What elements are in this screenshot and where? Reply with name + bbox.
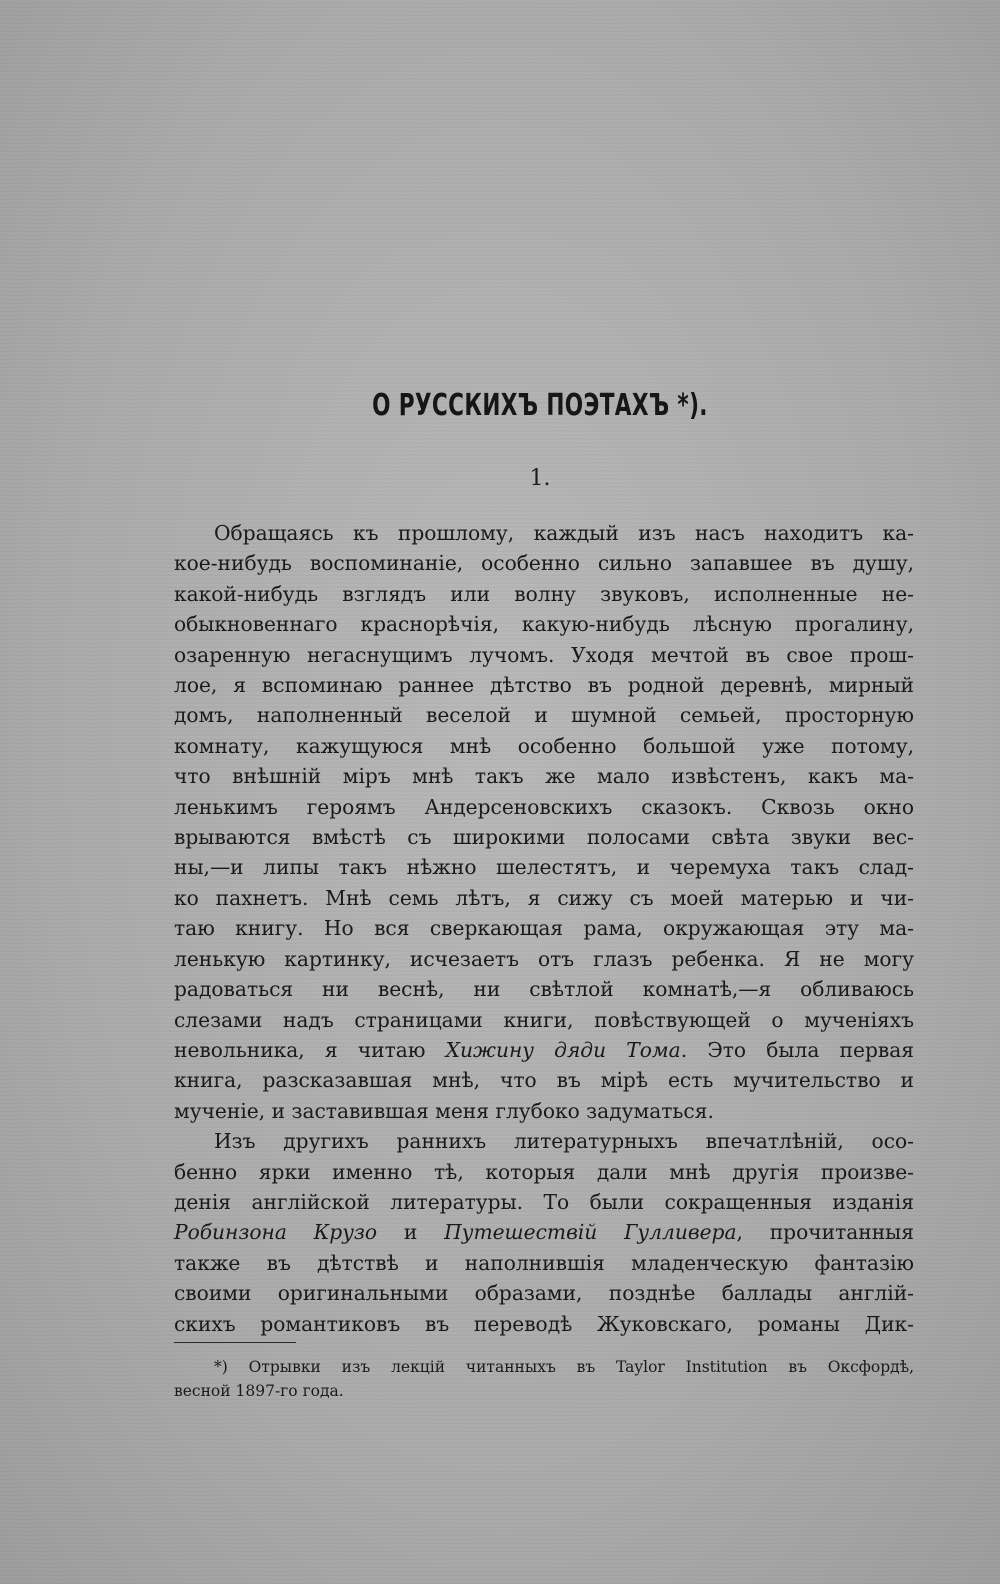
text-line	[174, 1217, 914, 1247]
text-line	[174, 852, 914, 882]
footnote-rule	[174, 1342, 296, 1343]
text-line	[174, 1065, 914, 1095]
text-line	[174, 913, 914, 943]
text-line	[174, 1157, 914, 1187]
text-fragment: ко пахнетъ. Мнѣ семь лѣтъ, я сижу съ моей матерью и чи-	[174, 885, 914, 910]
text-line	[174, 974, 914, 1004]
text-line	[174, 609, 914, 639]
text-fragment: своими оригинальными образами, позднѣе баллады англій-	[174, 1281, 914, 1306]
text-fragment: озаренную негаснущимъ лучомъ. Уходя мечтой въ свое прош-	[174, 642, 914, 667]
text-fragment: невольника, я читаю	[174, 1037, 446, 1062]
text-line	[174, 822, 914, 852]
text-line	[174, 761, 914, 791]
text-line	[174, 731, 914, 761]
text-fragment: какой-нибудь взглядъ или волну звуковъ, исполненные не-	[174, 581, 914, 606]
text-fragment: домъ, наполненный веселой и шумной семьей, просторную	[174, 703, 914, 728]
text-line	[174, 1187, 914, 1217]
text-line	[174, 700, 914, 730]
text-fragment: бенно ярки именно тѣ, которыя дали мнѣ другія произве-	[174, 1159, 914, 1184]
text-fragment: слезами надъ страницами книги, повѣствующей о мученіяхъ	[174, 1007, 914, 1032]
text-fragment: таю книгу. Но вся сверкающая рама, окружающая эту ма-	[174, 916, 914, 941]
section-number: 1.	[529, 466, 551, 491]
text-line	[174, 1126, 914, 1156]
text-fragment: ны,—и липы такъ нѣжно шелестятъ, и черемуха такъ слад-	[174, 855, 914, 880]
italic-title: Путешествій Гулливера	[444, 1220, 737, 1245]
text-fragment: скихъ романтиковъ въ переводѣ Жуковскаго, романы Дик-	[174, 1311, 914, 1336]
text-fragment: Изъ другихъ раннихъ литературныхъ впечатлѣній, осо-	[214, 1129, 914, 1154]
text-fragment: лое, я вспоминаю раннее дѣтство въ родной деревнѣ, мирный	[174, 673, 914, 698]
text-line	[174, 518, 914, 548]
text-fragment: кое-нибудь воспоминаніе, особенно сильно запавшее въ душу,	[174, 551, 914, 576]
text-fragment: врываются вмѣстѣ съ широкими полосами свѣта звуки вес-	[174, 825, 914, 850]
text-line	[174, 1278, 914, 1308]
text-fragment: также въ дѣтствѣ и наполнившія младенческую фантазію	[174, 1250, 914, 1275]
text-line	[174, 944, 914, 974]
text-fragment: обыкновеннаго краснорѣчія, какую-нибудь лѣсную прогалину,	[174, 612, 914, 637]
text-line	[174, 670, 914, 700]
footnote-line: весной 1897-го года.	[174, 1382, 344, 1400]
text-fragment: книга, разсказавшая мнѣ, что въ мірѣ есть мучительство и	[174, 1068, 914, 1093]
italic-title: Робинзона Крузо	[174, 1220, 378, 1245]
text-line	[174, 1035, 914, 1065]
text-line	[174, 1096, 914, 1126]
text-fragment: комнату, кажущуюся мнѣ особенно большой уже потому,	[174, 733, 914, 758]
text-fragment: денія англійской литературы. То были сокращенныя изданія	[174, 1189, 914, 1214]
footnote	[174, 1355, 914, 1403]
text-line	[174, 1309, 914, 1339]
text-line	[174, 548, 914, 578]
text-line	[174, 640, 914, 670]
text-fragment: Обращаясь къ прошлому, каждый изъ насъ находитъ ка-	[214, 521, 914, 545]
text-fragment: ленькую картинку, исчезаетъ отъ глазъ ребенка. Я не могу	[174, 946, 914, 971]
text-fragment: . Это была первая	[680, 1037, 915, 1062]
text-line	[174, 883, 914, 913]
text-line	[174, 1248, 914, 1278]
text-line	[174, 579, 914, 609]
italic-title: Хижину дяди Тома	[445, 1037, 681, 1062]
text-fragment: что внѣшній міръ мнѣ такъ же мало извѣстенъ, какъ ма-	[174, 764, 914, 789]
chapter-title: О РУССКИХЪ ПОЭТАХЪ *).	[372, 388, 708, 423]
text-fragment: мученіе, и заставившая меня глубоко задуматься.	[174, 1098, 714, 1123]
text-fragment: ленькимъ героямъ Андерсеновскихъ сказокъ. Сквозь окно	[174, 794, 914, 819]
text-line	[174, 1005, 914, 1035]
text-line	[174, 792, 914, 822]
footnote-line: *) Отрывки изъ лекцій читанныхъ въ Taylor Institution въ Оксфордѣ,	[214, 1358, 914, 1376]
text-fragment: радоваться ни веснѣ, ни свѣтлой комнатѣ,—я обливаюсь	[174, 977, 914, 1002]
text-fragment: , прочитанныя	[736, 1220, 914, 1245]
text-fragment: и	[377, 1220, 445, 1245]
body-text	[174, 518, 914, 1339]
